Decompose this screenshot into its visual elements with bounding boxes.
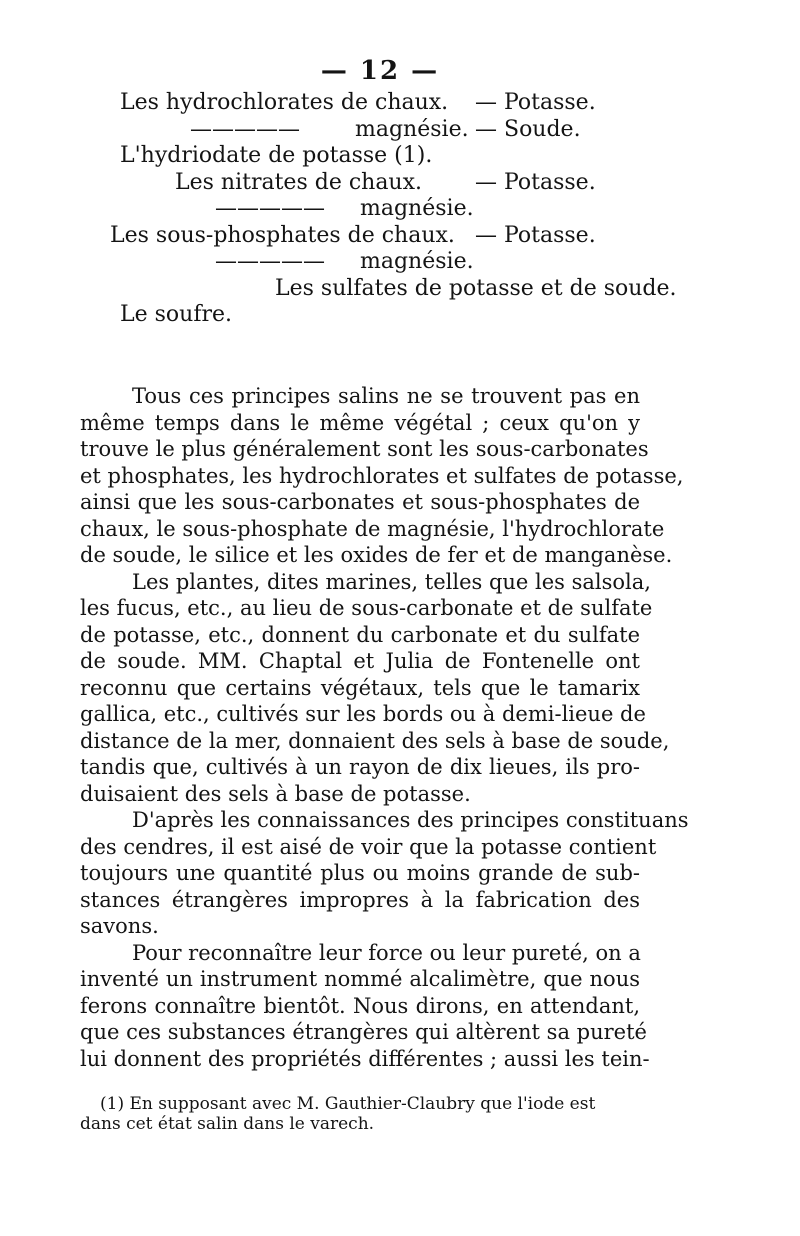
text-line: Pour reconnaître leur force ou leur pureté, on a	[132, 940, 641, 965]
list-item-base: — Potasse.	[475, 90, 596, 115]
footnote-line: dans cet état salin dans le varech.	[80, 1114, 375, 1134]
text-line: chaux, le sous-phosphate de magnésie, l'hydrochlorate	[80, 516, 665, 541]
page-number: — 12 —	[320, 56, 440, 86]
list-item	[80, 302, 680, 329]
text-line: distance de la mer, donnaient des sels à base de soude,	[80, 728, 670, 753]
text-line: toujours une quantité plus ou moins grande de sub-	[80, 861, 640, 885]
list-item-text: magnésie.	[360, 196, 474, 221]
paragraph	[80, 569, 670, 808]
footnote-line: (1) En supposant avec M. Gauthier-Claubry que l'iode est	[100, 1094, 596, 1114]
text-line: de potasse, etc., donnent du carbonate et du sulfate	[80, 622, 640, 647]
list-item	[80, 223, 680, 250]
list-item-text: Les nitrates de chaux.	[175, 169, 423, 195]
text-line: D'après les connaissances des principes constituans	[132, 808, 689, 832]
footnote	[80, 1094, 640, 1134]
list-item	[80, 249, 680, 276]
text-line: de soude, le silice et les oxides de fer et de manganèse.	[80, 543, 673, 567]
text-line: Tous ces principes salins ne se trouvent pas en	[132, 384, 640, 408]
text-line: des cendres, il est aisé de voir que la potasse contient	[80, 834, 657, 859]
paragraph	[80, 940, 650, 1073]
list-item	[80, 196, 680, 223]
list-item-dash: —————	[190, 116, 300, 142]
body-text	[80, 383, 689, 1072]
list-item	[80, 170, 680, 197]
text-line: savons.	[80, 914, 159, 938]
list-item	[80, 276, 680, 303]
text-line: ainsi que les sous-carbonates et sous-phosphates de	[80, 490, 640, 514]
text-line: duisaient des sels à base de potasse.	[80, 781, 471, 806]
list-item-base: — Potasse.	[475, 169, 596, 195]
text-line: tandis que, cultivés à un rayon de dix lieues, ils pro-	[80, 755, 640, 779]
list-item	[80, 143, 680, 170]
text-line: les fucus, etc., au lieu de sous-carbonate et de sulfate	[80, 596, 653, 620]
text-line: de soude. MM. Chaptal et Julia de Fontenelle ont	[80, 649, 640, 673]
text-line: que ces substances étrangères qui altèrent sa pureté	[80, 1020, 647, 1044]
text-line: lui donnent des propriétés différentes ; aussi les tein-	[80, 1046, 650, 1071]
paragraph	[80, 807, 689, 940]
list-item	[80, 117, 680, 144]
list-item-text: L'hydriodate de potasse (1).	[120, 143, 433, 168]
list-item-text: magnésie.	[360, 249, 474, 274]
text-line: reconnu que certains végétaux, tels que le tamarix	[80, 675, 640, 700]
text-line: ferons connaître bientôt. Nous dirons, en attendant,	[80, 993, 640, 1018]
list-item-text: Les hydrochlorates de chaux.	[120, 90, 449, 115]
list-item-dash: —————	[215, 249, 325, 274]
list-item-dash: —————	[215, 196, 325, 221]
text-line: et phosphates, les hydrochlorates et sulfates de potasse,	[80, 463, 684, 488]
text-line: même temps dans le même végétal ; ceux qu'on y	[80, 410, 640, 435]
list-item-base: — Soude.	[475, 116, 581, 142]
list-item-text: Les sous-phosphates de chaux.	[110, 222, 455, 248]
text-line: gallica, etc., cultivés sur les bords ou à demi-lieue de	[80, 702, 646, 726]
salt-list	[80, 90, 680, 329]
text-line: stances étrangères impropres à la fabrication des	[80, 887, 640, 912]
list-item-text: magnésie.	[355, 116, 469, 142]
paragraph	[80, 383, 684, 569]
text-line: trouve le plus généralement sont les sous-carbonates	[80, 437, 649, 461]
list-item	[80, 90, 680, 117]
text-line: Les plantes, dites marines, telles que les salsola,	[132, 569, 651, 594]
text-line: inventé un instrument nommé alcalimètre, que nous	[80, 967, 640, 991]
list-item-text: Le soufre.	[120, 302, 232, 327]
list-item-base: — Potasse.	[475, 222, 596, 248]
book-page	[80, 50, 689, 1190]
list-item-text: Les sulfates de potasse et de soude.	[275, 275, 677, 301]
